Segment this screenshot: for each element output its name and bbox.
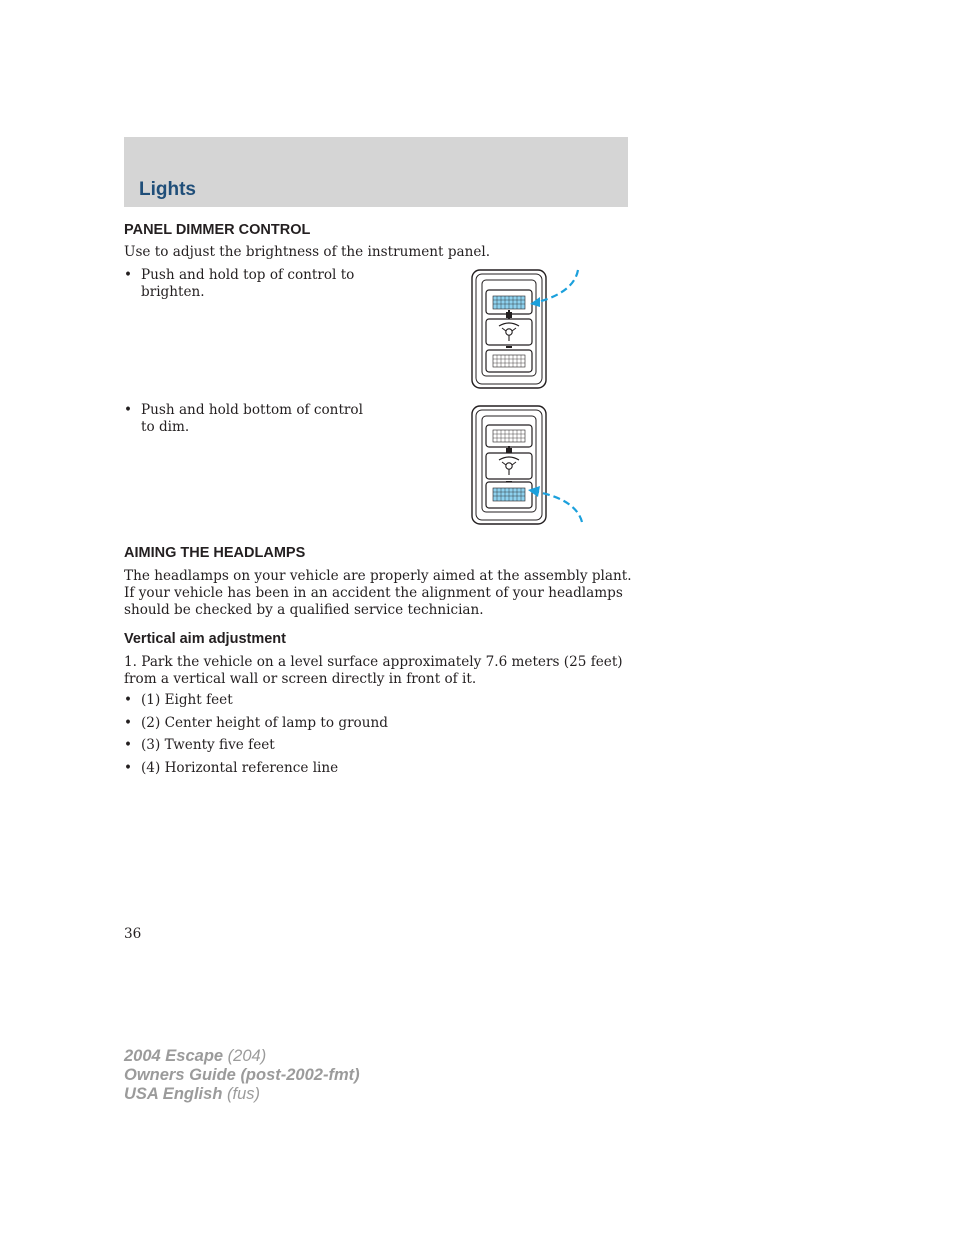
footer-line-3: [124, 1085, 360, 1104]
list-item: [124, 715, 524, 732]
footer-line-1: [124, 1047, 360, 1066]
footer-language: USA English: [124, 1085, 223, 1103]
panel-dimmer-heading: PANEL DIMMER CONTROL: [124, 222, 311, 238]
bullet-dot: •: [124, 402, 133, 418]
aiming-paragraph-line-1: The headlamps on your vehicle are properly aimed at the assembly plant.: [124, 568, 632, 584]
list-item: [124, 760, 524, 777]
bullet-brighten: [124, 267, 384, 301]
step-1-line-1: 1. Park the vehicle on a level surface approximately 7.6 meters (25 feet): [124, 654, 623, 670]
bullet-brighten-line-2: brighten.: [141, 283, 205, 300]
vertical-aim-subheading: Vertical aim adjustment: [124, 631, 286, 647]
panel-dimmer-intro: Use to adjust the brightness of the instrument panel.: [124, 244, 491, 260]
aiming-heading: AIMING THE HEADLAMPS: [124, 545, 306, 561]
bullet-dim: [124, 402, 384, 436]
bullet-dot: •: [124, 760, 133, 776]
list-item-text: (1) Eight feet: [141, 692, 233, 708]
footer-language-code: (fus): [222, 1085, 260, 1103]
aiming-paragraph-line-2: If your vehicle has been in an accident the alignment of your headlamps: [124, 584, 623, 601]
list-item-text: (3) Twenty five feet: [141, 737, 275, 753]
list-item-text: (4) Horizontal reference line: [141, 760, 339, 776]
list-item-text: (2) Center height of lamp to ground: [141, 715, 388, 731]
aiming-paragraph-line-3: should be checked by a qualified service technician.: [124, 601, 484, 618]
step-1: [124, 654, 634, 688]
bullet-dot: •: [124, 715, 133, 731]
bullet-dim-line-2: to dim.: [141, 418, 190, 435]
footer-model-code: (204): [223, 1047, 267, 1065]
bullet-dim-line-1: Push and hold bottom of control: [141, 402, 363, 418]
bullet-brighten-line-1: Push and hold top of control to: [141, 267, 355, 283]
dimmer-switch-dim-illustration: [466, 400, 588, 528]
aiming-paragraph: [124, 568, 634, 618]
step-1-line-2: from a vertical wall or screen directly in front of it.: [124, 670, 477, 687]
list-item: [124, 737, 524, 754]
footer-model: 2004 Escape: [124, 1047, 224, 1065]
bullet-dot: •: [124, 692, 133, 708]
dimmer-switch-brighten-illustration: [466, 264, 588, 392]
footer-guide: Owners Guide (post-2002-fmt): [124, 1066, 360, 1084]
bullet-dot: •: [124, 267, 133, 283]
footer-line-2: [124, 1066, 360, 1085]
section-header-band: [124, 137, 628, 207]
list-item: [124, 692, 524, 709]
bullet-dot: •: [124, 737, 133, 753]
section-title: Lights: [139, 179, 196, 200]
document-footer: [124, 1047, 360, 1104]
page-number: 36: [124, 926, 142, 942]
